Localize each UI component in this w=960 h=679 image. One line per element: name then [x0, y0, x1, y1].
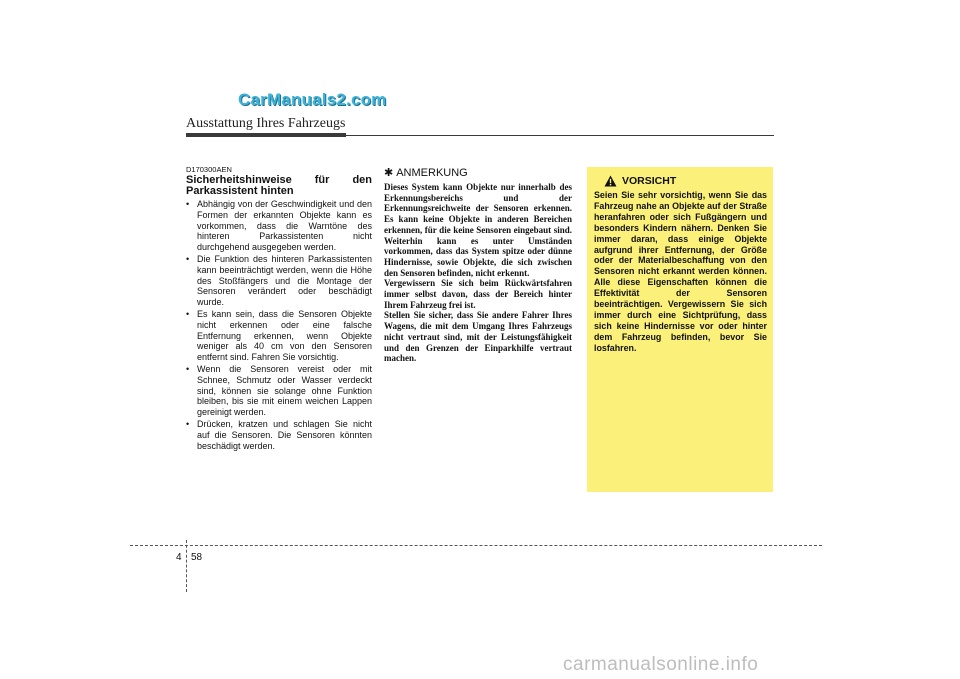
- section-title: [186, 175, 372, 197]
- safety-section: [186, 165, 372, 452]
- bullet-item: • Drücken, kratzen und schlagen Sie nicht auf die Sensoren. Die Sensoren könnten beschädigt werden.: [186, 418, 372, 451]
- bullet-dot-icon: •: [186, 199, 190, 209]
- bullet-item: • Wenn die Sensoren vereist oder mit Schnee, Schmutz oder Wasser verdeckt sind, können sie solange ohne Funktion bleiben, bis sie mit einem weichen Lappen gereinigt werden.: [186, 363, 372, 418]
- note-star-icon: ✱: [384, 167, 394, 179]
- bullet-item: • Es kann sein, dass die Sensoren Objekte nicht erkennen oder eine falsche Entfernung erkennen, wenn Objekte weniger als 40 cm von den Sensoren entfernt sind. Fahren Sie vorsichtig.: [186, 308, 372, 363]
- footer-vertical-dashed-rule: [186, 540, 187, 592]
- footer-dashed-rule: [130, 545, 822, 546]
- bullet-list: [186, 199, 372, 451]
- bullet-item: • Die Funktion des hinteren Parkassistenten kann beeinträchtigt werden, wenn die Höhe des Stoßfängers und die Montage der Sensoren verändert oder beschädigt wurde.: [186, 253, 372, 308]
- caution-box: [587, 167, 773, 492]
- section-title-line2: Parkassistent hinten: [186, 185, 294, 197]
- page-header-title: Ausstattung Ihres Fahrzeugs: [186, 116, 346, 131]
- bullet-dot-icon: •: [186, 363, 190, 374]
- caution-heading: [594, 175, 767, 187]
- section-code: D170300AEN: [186, 165, 232, 174]
- bullet-dot-icon: •: [186, 418, 190, 429]
- bullet-dot-icon: •: [186, 308, 190, 319]
- note-body: Dieses System kann Objekte nur innerhalb des Erkennungsbereichs und der Erkennungsreichweite der Sensoren erkennen. Es kann keine Objekte in anderen Bereichen erkennen, für die keine Sensoren eingebaut sind. Weiterhin kann es unter Umständen vorkommen, dass das System spitze oder dünne Hindernisse, sowie Objekte, die sich zwischen den Sensoren befinden, nicht erkennt. Vergewissern Sie sich beim Rückwärtsfahren immer selbst davon, dass der Bereich hinter Ihrem Fahrzeug frei ist. Stellen Sie sicher, dass Sie andere Fahrer Ihres Wagens, die mit dem Umgang Ihres Fahrzeugs nicht vertraut sind, mit der Leistungsfähigkeit und den Grenzen der Einparkhilfe vertraut machen.: [384, 182, 572, 364]
- warning-triangle-icon: [604, 175, 617, 187]
- bullet-dot-icon: •: [186, 253, 190, 264]
- section-title-line1: Sicherheitshinweise für den: [186, 174, 372, 186]
- note-section: [384, 166, 572, 364]
- caution-body: Seien Sie sehr vorsichtig, wenn Sie das Fahrzeug nahe an Objekte auf der Straße heranfahren oder sich Fußgängern und besonders Kindern nähern. Denken Sie immer daran, dass einige Objekte aufgrund ihrer Entfernung, der Größe oder der Materialbeschaffung von den Sensoren nicht erkannt werden können. Alle diese Eigenschaften können die Effektivität der Sensoren beeinträchtigen. Vergewissern Sie sich immer durch eine Sichtprüfung, dass sich keine Hindernisse vor oder hinter dem Fahrzeug befinden, bevor Sie losfahren.: [594, 190, 767, 353]
- page-number: 58: [191, 552, 203, 563]
- watermark-bottom: carmanualsonline.info: [563, 654, 759, 675]
- watermark-top: CarManuals2.com: [238, 90, 387, 109]
- bullet-item: • Abhängig von der Geschwindigkeit und den Formen der erkannten Objekte kann es vorkommen, dass die Warntöne des hinteren Parkassistenten nicht durchgehend ausgegeben werden.: [186, 199, 372, 253]
- note-heading: [384, 166, 572, 179]
- note-title: ANMERKUNG: [396, 166, 468, 179]
- header-rule-thick: [186, 133, 346, 137]
- chapter-number: 4: [176, 552, 182, 563]
- caution-title: VORSICHT: [622, 175, 677, 187]
- header-rule-thin: [346, 135, 774, 136]
